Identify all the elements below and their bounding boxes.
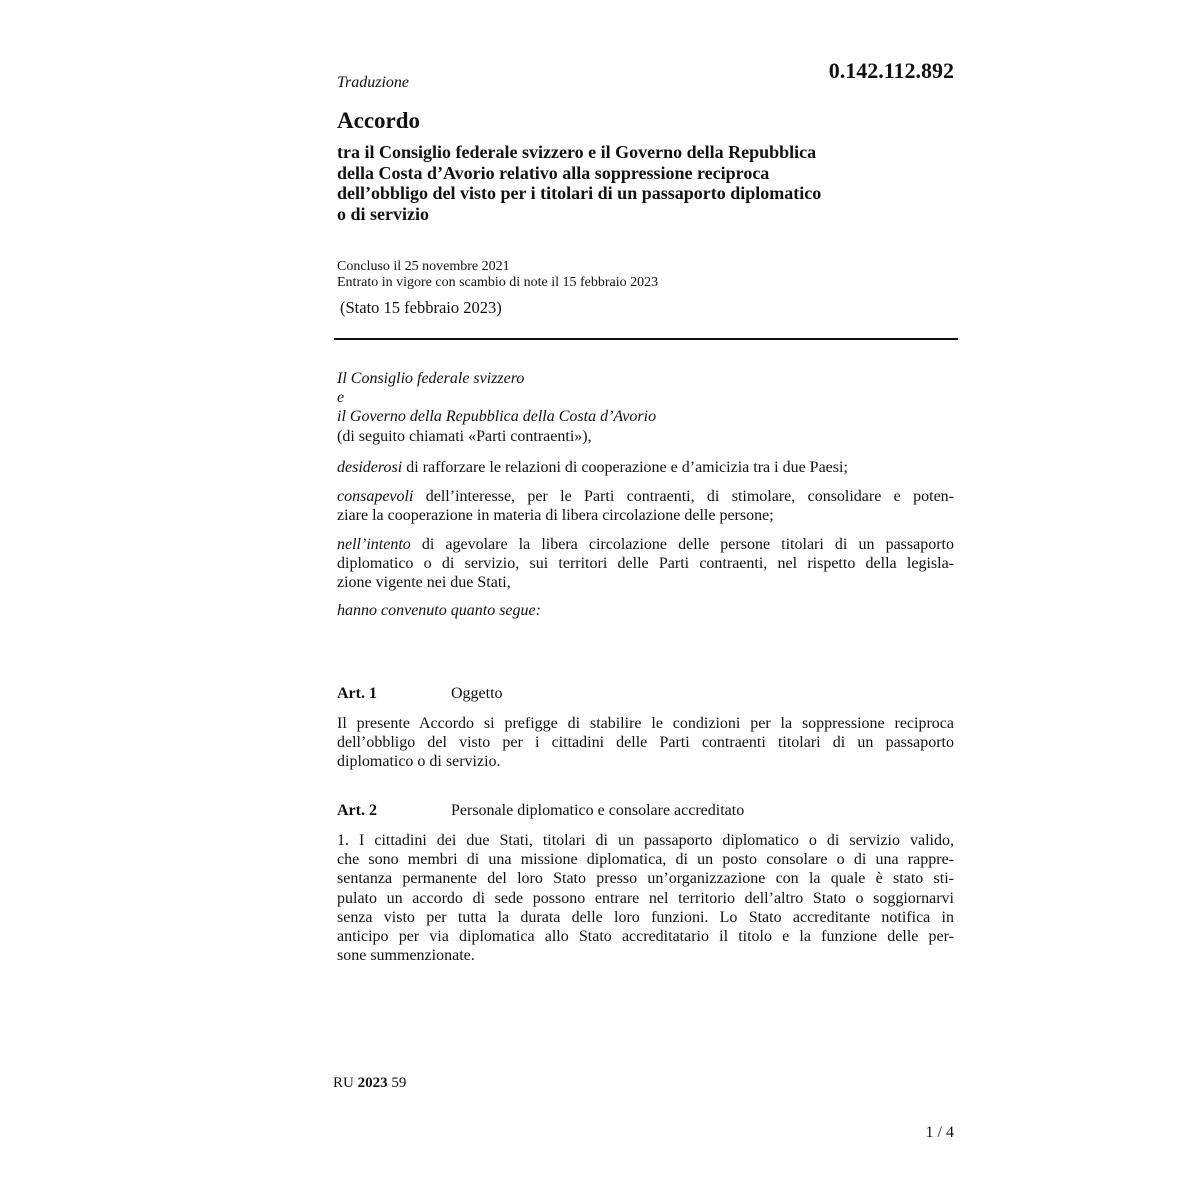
article-text-line: 1. I cittadini dei due Stati, titolari di un passaporto diplomatico o di servizio valido, [337,832,954,849]
party-2: il Governo della Repubblica della Costa d’Avorio [337,408,657,426]
article-number: Art. 1 [337,685,377,702]
article-text-line: Il presente Accordo si prefigge di stabilire le condizioni per la soppressione reciproca [337,715,954,732]
in-force-date: Entrato in vigore con scambio di note il 15 febbraio 2023 [337,274,659,290]
translation-label: Traduzione [337,74,410,91]
subtitle-line: o di servizio [337,203,429,224]
party-1: Il Consiglio federale svizzero [337,370,525,387]
document-meta [337,259,658,290]
article-number: Art. 2 [337,802,377,819]
preamble-recital-2 [337,487,954,525]
recital-lead: desiderosi [337,459,403,476]
party-conjunction: e [337,389,345,407]
article-title: Personale diplomatico e consolare accreditato [451,802,745,819]
preamble-recital-1 [337,458,954,477]
subtitle-line: tra il Consiglio federale svizzero e il Governo della Repubblica [337,142,817,162]
status-date: (Stato 15 febbraio 2023) [340,298,502,317]
recital-text: di rafforzare le relazioni di cooperazione e d’amicizia tra i due Paesi; [402,459,848,476]
subtitle-line: della Costa d’Avorio relativo alla soppressione reciproca [337,162,770,183]
article-1-heading [337,685,503,703]
ru-year: 2023 [357,1075,388,1091]
official-compilation-reference [333,1075,406,1092]
document-subtitle [337,142,937,224]
subtitle-line: dell’obbligo del visto per i titolari di un passaporto diplomatico [337,183,822,203]
article-text-line: sentanza permanente del loro Stato presso un’organizzazione con la quale è stato sti- [337,870,954,888]
ru-prefix: RU [333,1075,354,1091]
document-title: Accordo [337,108,421,133]
recital-text: di agevolare la libera circolazione delle persone titolari di un passaporto [410,536,954,553]
article-text-line: dell’obbligo del visto per i cittadini delle Parti contraenti titolari di un passaporto [337,734,954,752]
recital-text: dell’interesse, per le Parti contraenti, di stimolare, consolidare e poten- [413,488,954,505]
page-indicator: 1 / 4 [925,1124,954,1141]
header-divider [334,338,958,340]
article-text-line: diplomatico o di servizio. [337,753,501,771]
ru-page: 59 [391,1075,407,1091]
preamble-parties [337,369,954,446]
article-text-line: anticipo per via diplomatica allo Stato accreditatario il titolo e la funzione delle per- [337,928,954,946]
article-2-body [337,831,954,965]
article-title: Oggetto [451,685,503,702]
article-text-line: senza visto per tutta la durata delle loro funzioni. Lo Stato accreditante notifica in [337,908,954,926]
recital-text: diplomatico o di servizio, sui territori delle Parti contraenti, nel rispetto della legisla- [337,555,954,573]
hereinafter-clause: (di seguito chiamati «Parti contraenti»), [337,427,592,445]
article-text-line: pulato un accordo di sede possono entrare nel territorio dell’altro Stato o soggiornarvi [337,889,954,907]
recital-text: zione vigente nei due Stati, [337,574,511,592]
article-text-line: sone summenzionate. [337,947,475,965]
document-number: 0.142.112.892 [828,58,954,83]
article-2-heading [337,802,744,820]
recital-lead: consapevoli [337,488,414,505]
article-text-line: che sono membri di una missione diplomatica, di un posto consolare o di una rappre- [337,851,954,869]
preamble-recital-3 [337,535,954,593]
recital-text: ziare la cooperazione in materia di libera circolazione delle persone; [337,507,774,525]
concluded-date: Concluso il 25 novembre 2021 [337,259,510,274]
recital-lead: nell’intento [337,536,411,553]
article-1-body [337,714,954,772]
agreement-formula: hanno convenuto quanto segue: [337,602,541,619]
